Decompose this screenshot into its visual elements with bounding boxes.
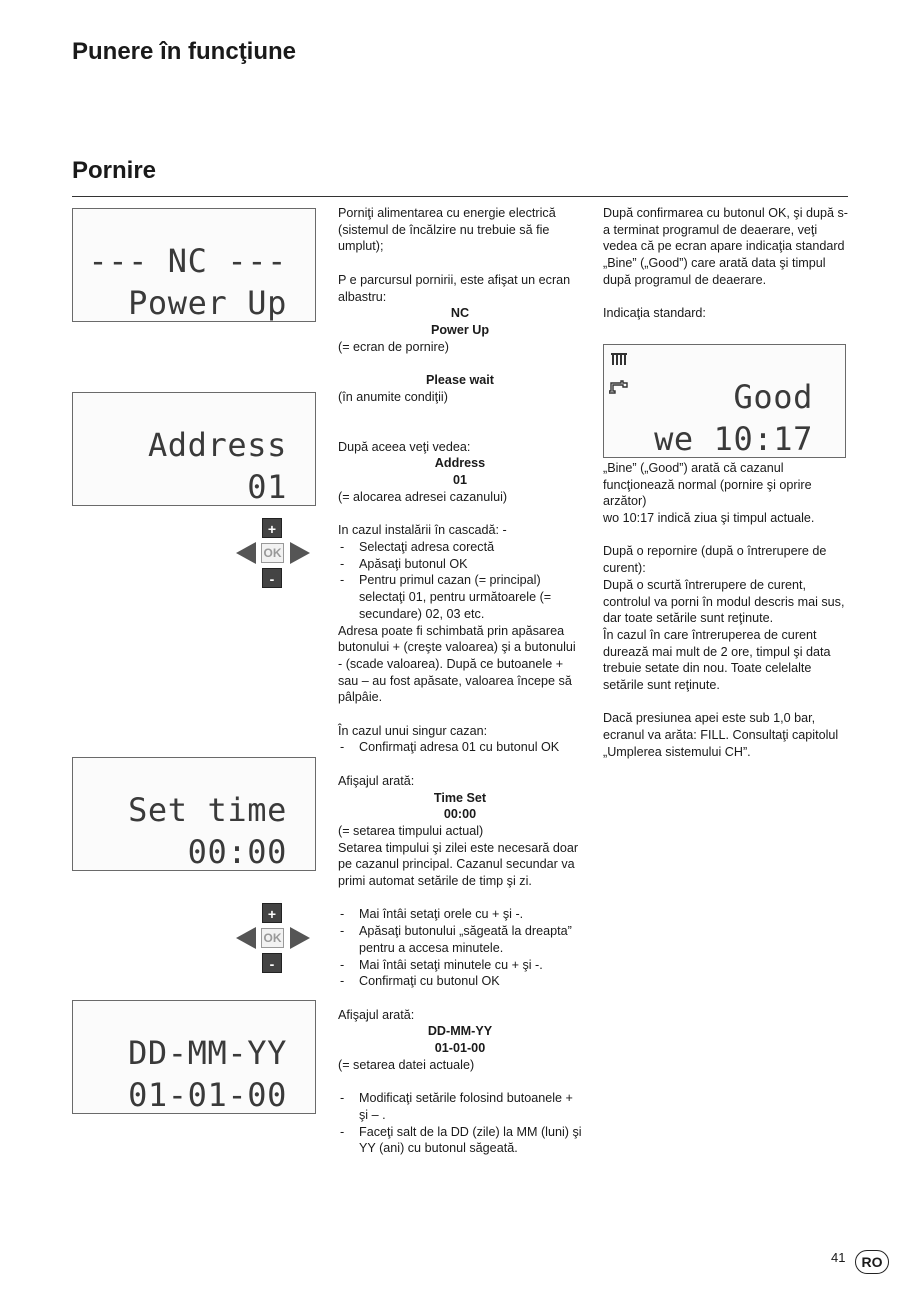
lcd-line-2: we 10:17	[654, 420, 813, 458]
display-text: Address	[434, 456, 486, 471]
lcd-line-1: Good	[733, 378, 813, 416]
lcd-line-2: 00:00	[187, 833, 287, 871]
display-text: DD-MM-YY	[427, 1024, 493, 1039]
page-number: 41	[831, 1250, 846, 1265]
steps-list	[338, 1090, 582, 1157]
paragraph: Indicaţia standard:	[603, 306, 706, 321]
control-buttons	[236, 903, 310, 975]
plus-button[interactable]: +	[262, 518, 282, 538]
lcd-line-1: Set time	[128, 791, 287, 829]
paragraph: (= setarea timpului actual)	[338, 823, 484, 838]
lcd-line-1: Address	[147, 426, 287, 464]
list-item: - Modificaţi setările folosind butoanele + şi – .	[338, 1090, 582, 1123]
display-text: Time Set	[433, 790, 487, 805]
language-badge: RO	[855, 1250, 889, 1274]
lcd-line-2: 01-01-00	[128, 1076, 287, 1114]
page-title: Punere în funcţiune	[72, 38, 297, 65]
info-column	[603, 205, 848, 761]
ok-button[interactable]: OK	[261, 928, 284, 948]
display-text: NC	[450, 306, 470, 321]
lcd-standard-display	[603, 344, 846, 458]
lcd-address-display	[72, 392, 316, 506]
paragraph: Setarea timpului şi zilei este necesară doar pe cazanul principal. Cazanul secundar va primi automat setările de timp şi zi.	[338, 840, 579, 889]
steps-list	[338, 906, 582, 990]
radiator-icon	[610, 351, 628, 370]
display-text: Please wait	[426, 373, 494, 387]
paragraph: (în anumite condiţii)	[338, 389, 448, 404]
paragraph: (= ecran de pornire)	[338, 339, 449, 354]
right-arrow-button[interactable]	[290, 927, 310, 949]
paragraph: După aceea veţi vedea:	[338, 439, 471, 454]
right-arrow-button[interactable]	[290, 542, 310, 564]
paragraph: P e parcursul pornirii, este afişat un ecran albastru:	[338, 272, 571, 304]
paragraph: În cazul în care întreruperea de curent durează mai mult de 2 ore, timpul şi data trebuie setate din nou. Toate celelalte setările sunt reţinute.	[603, 627, 831, 693]
lcd-line-2: Power Up	[128, 284, 287, 322]
left-arrow-button[interactable]	[236, 542, 256, 564]
paragraph: „Bine” („Good”) arată că cazanul funcţionează normal (pornire şi oprire arzător)	[603, 460, 812, 509]
paragraph: In cazul instalării în cascadă: -	[338, 523, 507, 538]
instructions-column	[338, 205, 582, 1157]
list-item: - Apăsaţi butonul OK	[338, 556, 582, 573]
paragraph: Afişajul arată:	[338, 773, 415, 788]
list-item: - Apăsaţi butonului „săgeată la dreapta” pentru a accesa minutele.	[338, 923, 582, 956]
list-item: - Confirmaţi cu butonul OK	[338, 973, 582, 990]
ok-button[interactable]: OK	[261, 543, 284, 563]
display-text: Power Up	[430, 322, 490, 337]
paragraph: Dacă presiunea apei este sub 1,0 bar, ecranul va arăta: FILL. Consultaţi capitolul „Umplerea sistemului CH”.	[603, 711, 839, 759]
lcd-date-display	[72, 1000, 316, 1114]
display-text: 01-01-00	[434, 1041, 486, 1056]
lcd-startup-display	[72, 208, 316, 322]
list-item: - Mai întâi setaţi minutele cu + şi -.	[338, 957, 582, 974]
list-item: - Pentru primul cazan (= principal) selectaţi 01, pentru următoarele (= secundare) 02, 03 etc.	[338, 572, 582, 622]
lcd-line-1: DD-MM-YY	[128, 1034, 287, 1072]
paragraph: Porniţi alimentarea cu energie electrică (sistemul de încălzire nu trebuie să fie umplut);	[338, 206, 556, 254]
left-arrow-button[interactable]	[236, 927, 256, 949]
paragraph: (= setarea datei actuale)	[338, 1057, 475, 1072]
minus-button[interactable]: -	[262, 568, 282, 588]
paragraph: Adresa poate fi schimbată prin apăsarea butonului + (creşte valoarea) şi a butonului - (scade valoarea). După ce butoanele + sau – au fost apăsate, valoarea începe să pâlpâie.	[338, 623, 576, 705]
paragraph: După o scurtă întrerupere de curent, controlul va porni în modul descris mai sus, dar toate setările sunt reţinute.	[603, 577, 845, 626]
paragraph: Afişajul arată:	[338, 1007, 415, 1022]
tap-icon	[609, 379, 629, 399]
display-text: 01	[452, 473, 467, 488]
list-item: - Faceţi salt de la DD (zile) la MM (luni) şi YY (ani) cu butonul săgeată.	[338, 1124, 582, 1157]
paragraph: (= alocarea adresei cazanului)	[338, 489, 508, 504]
steps-list	[338, 739, 582, 756]
section-divider	[72, 196, 848, 197]
minus-button[interactable]: -	[262, 953, 282, 973]
control-buttons	[236, 518, 310, 590]
lcd-line-1: --- NC ---	[88, 242, 287, 280]
plus-button[interactable]: +	[262, 903, 282, 923]
paragraph: După o repornire (după o întrerupere de curent):	[603, 544, 827, 576]
list-item: - Confirmaţi adresa 01 cu butonul OK	[338, 739, 582, 756]
lcd-time-display	[72, 757, 316, 871]
section-title: Pornire	[72, 157, 157, 184]
list-item: - Selectaţi adresa corectă	[338, 539, 582, 556]
display-text: 00:00	[443, 807, 477, 822]
paragraph: În cazul unui singur cazan:	[338, 723, 488, 738]
paragraph: wo 10:17 indică ziua şi timpul actuale.	[603, 511, 815, 526]
lcd-line-2: 01	[247, 468, 287, 506]
steps-list	[338, 539, 582, 623]
paragraph: După confirmarea cu butonul OK, şi după s-a terminat programul de deaerare, veţi vedea că pe ecran apare indicaţia standard „Bine” („Good”) care arată data şi timpul după programul de deaerare.	[603, 206, 849, 287]
list-item: - Mai întâi setaţi orele cu + şi -.	[338, 906, 582, 923]
